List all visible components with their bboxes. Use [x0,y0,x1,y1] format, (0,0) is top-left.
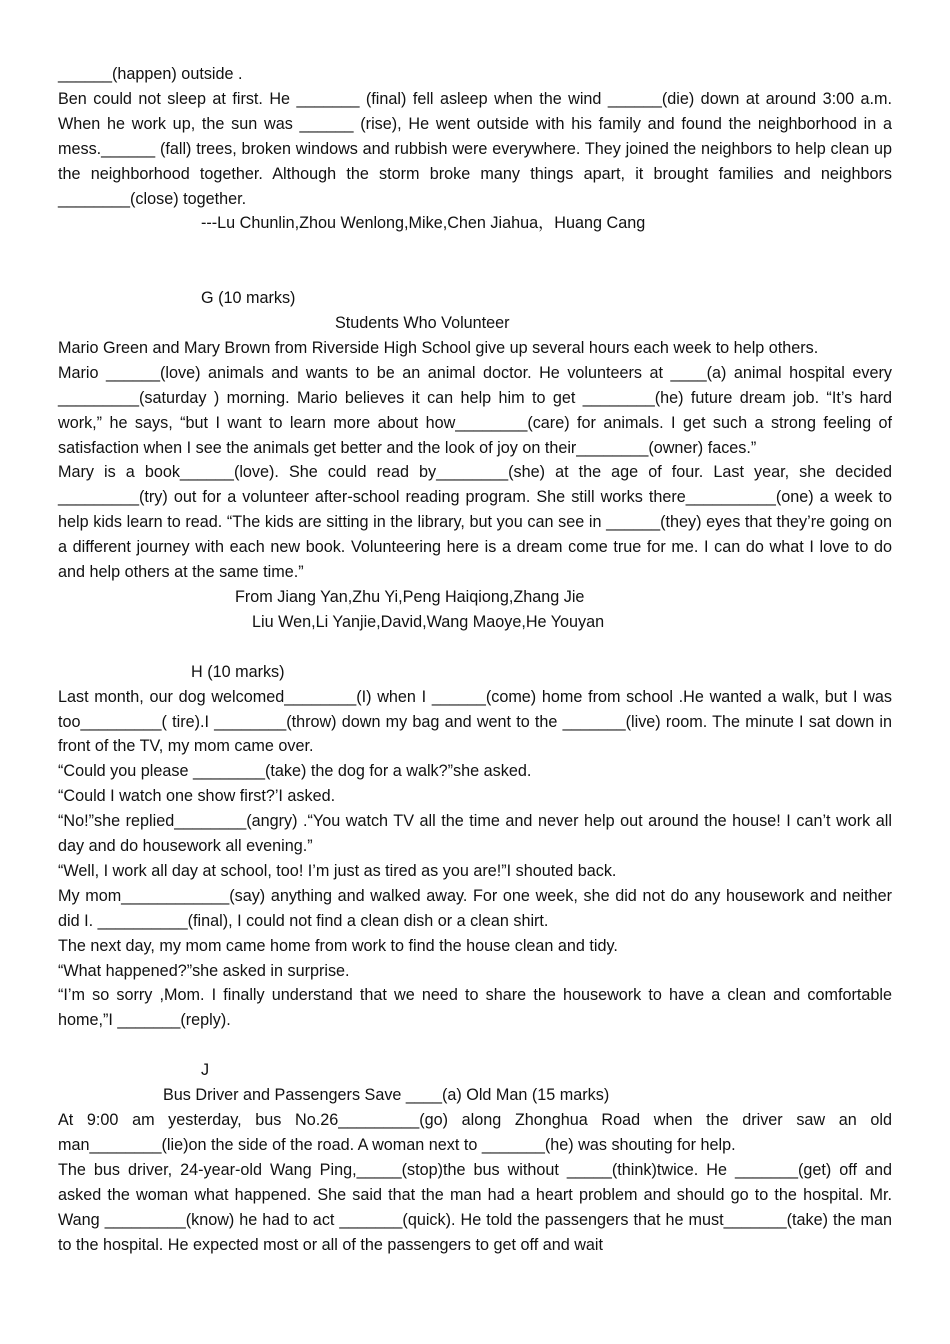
section-j-title: Bus Driver and Passengers Save ____(a) Old Man (15 marks) [163,1086,610,1105]
section-h-paragraph-9: “I’m so sorry ,Mom. I finally understand that we need to share the housework to have a clean and comfortable home,”I _______(reply). [58,986,892,1030]
section-g-mary-paragraph: Mary is a book______(love). She could read by________(she) at the age of four. Last year, she decided _________(try) out for a volunteer after-school reading program. She still works there__________(one) a week to help kids learn to read. “The kids are sitting in the library, but you can see in ______(they) eyes that they’re going on a different journey with each new book. Volunteering here is a dream come true for me. I can do what I love to do and help others at the same time.” [58,463,892,582]
section-h-paragraph-8: “What happened?”she asked in surprise. [58,961,350,980]
section-j-paragraph-1: At 9:00 am yesterday, bus No.26_________(go) along Zhonghua Road when the driver saw an old man________(lie)on the side of the road. A woman next to _______(he) was shouting for help. [58,1111,892,1154]
section-f-paragraph: Ben could not sleep at first. He _______ (final) fell asleep when the wind ______(die) down at around 3:00 a.m. When he work up, the sun was ______ (rise), He went outside with his family and found the neighborhood in a mess.______ (fall) trees, broken windows and rubbish were everywhere. They joined the neighbors to help clean up the neighborhood together. Although the storm broke many things apart, it brought families and neighbors ________(close) together. [58,89,892,208]
section-h-paragraph-1: Last month, our dog welcomed________(I) when I ______(come) home from school .He wanted a walk, but I was too_________( tire).I ________(throw) down my bag and went to the _______(live) room. The minute I sat down in front of the TV, my mom came over. [58,687,892,756]
section-h-paragraph-5: “Well, I work all day at school, too! I’m just as tired as you are!”I shouted back. [58,861,617,880]
section-g-credit-1: From Jiang Yan,Zhu Yi,Peng Haiqiong,Zhang Jie [235,588,585,606]
section-h-heading: H (10 marks) [191,662,285,681]
worksheet-page [58,62,892,1257]
section-h-paragraph-3: “Could I watch one show first?’I asked. [58,787,336,806]
section-f-line0: ______(happen) outside . [58,65,243,83]
section-h-paragraph-7: The next day, my mom came home from work to find the house clean and tidy. [58,936,618,955]
section-j-paragraph-2: The bus driver, 24-year-old Wang Ping,_____(stop)the bus without _____(think)twice. He _______(get) off and asked the woman what happened. She said that the man had a heart problem and should go to the hospital. Mr. Wang _________(know) he had to act _______(quick). He told the passengers that he must_______(take) the man to the hospital. He expected most or all of the passengers to get off and wait [58,1160,892,1254]
section-g-mario-paragraph: Mario ______(love) animals and wants to be an animal doctor. He volunteers at ____(a) animal hospital every _________(saturday ) morning. Mario believes it can help him to get ________(he) future dream job. “It’s hard work,” he says, “but I want to learn more about how________(care) for animals. I get such a strong feeling of satisfaction when I see the animals get better and the look of joy on their________(owner) faces.” [58,363,892,457]
section-h-paragraph-2: “Could you please ________(take) the dog for a walk?”she asked. [58,762,532,781]
section-j-heading: J [201,1061,210,1080]
section-g-heading: G (10 marks) [201,289,296,308]
section-h-paragraph-4: “No!”she replied________(angry) .“You watch TV all the time and never help out around the house! I can’t work all day and do housework all evening.” [58,812,892,856]
section-f-credit: ---Lu Chunlin,Zhou Wenlong,Mike,Chen Jiahua，Huang Cang [201,214,646,233]
section-g-credit-2: Liu Wen,Li Yanjie,David,Wang Maoye,He Youyan [252,612,605,631]
section-g-title: Students Who Volunteer [335,314,510,333]
section-g-intro: Mario Green and Mary Brown from Riverside High School give up several hours each week to help others. [58,338,819,357]
section-h-paragraph-6: My mom____________(say) anything and walked away. For one week, she did not do any housework and neither did I. __________(final), I could not find a clean dish or a clean shirt. [58,886,892,930]
